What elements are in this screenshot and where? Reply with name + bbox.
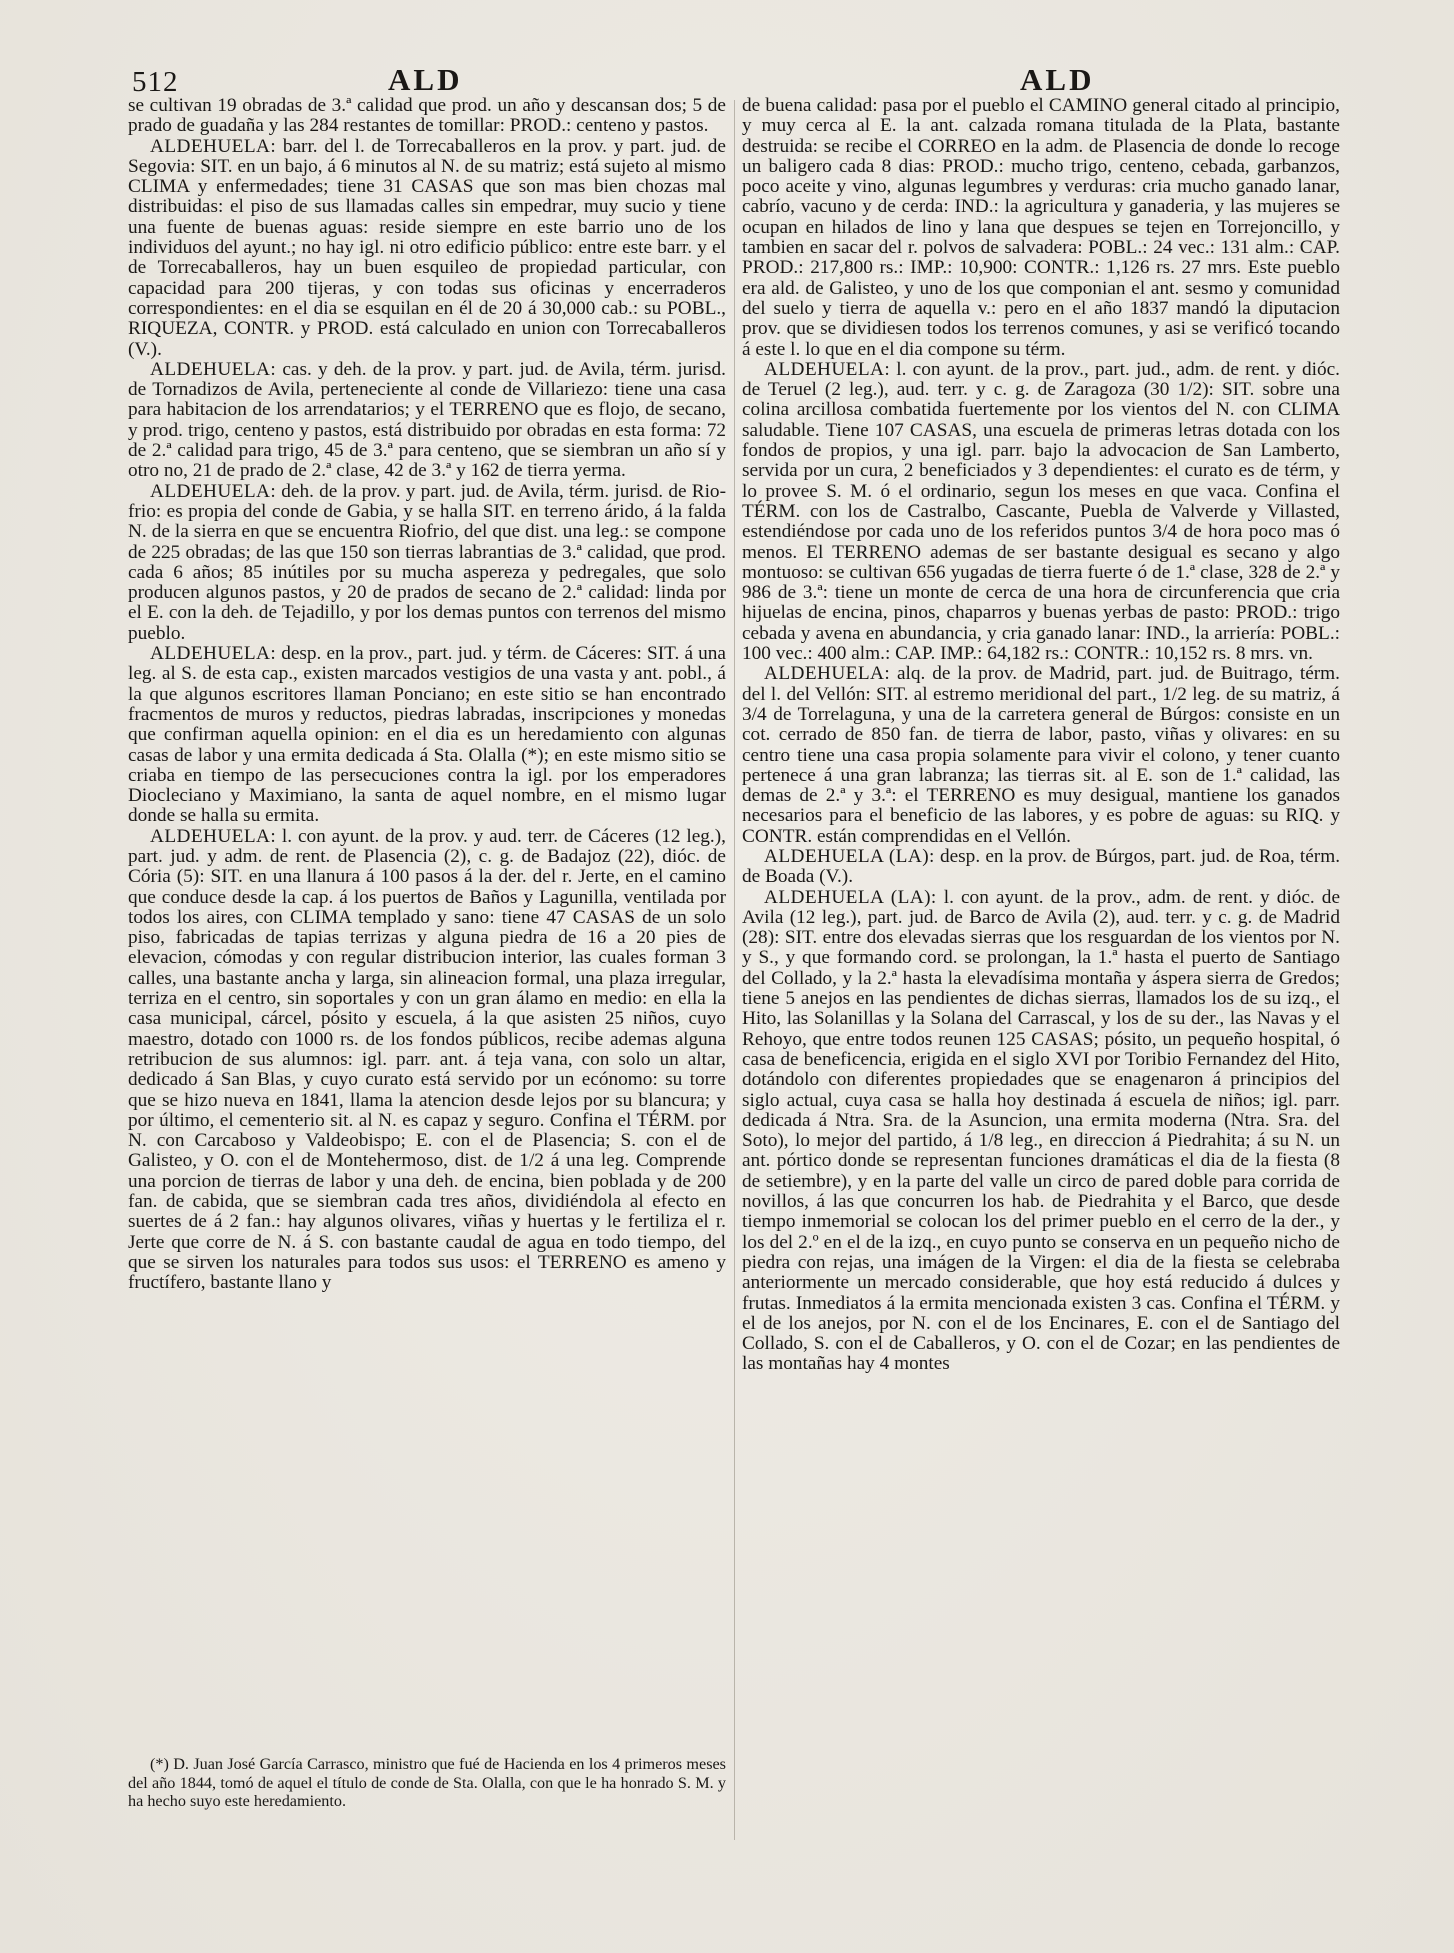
left-entry-3 [128, 482, 726, 644]
footnote [128, 1755, 726, 1811]
entry-headword: ALDEHUELA: [150, 135, 277, 157]
entry-headword: ALDEHUELA (LA): [764, 845, 935, 867]
entry-text: cas. y deh. de la prov. y part. jud. de Avila, térm. jurisd. de Tornadizos de Avila, perteneciente al conde de Villariezo: tiene una casa para habitacion de los arrendatarios; y el TERRENO que es flojo, de secano, y prod. trigo, centeno y pastos, está distribuido por obradas en esta forma: 72 de 2.ª calidad para trigo, 45 de 3.ª para centeno, que se siembran un año sí y otro no, 21 de prado de 2.ª clase, 42 de 3.ª y 162 de tierra yerma. [128, 358, 726, 482]
entry-headword: ALDEHUELA: [764, 663, 891, 685]
entry-text: desp. en la prov. de Búrgos, part. jud. de Roa, térm. de Boada (V.). [742, 845, 1341, 888]
entry-text: l. con ayunt. de la prov., part. jud., adm. de rent. y dióc. de Teruel (2 leg.), aud. terr. y c. g. de Zaragoza (30 1/2): SIT. sobre una colina arcillosa combatida fuertemente por los vientos del N. con CLIMA saludable. Tiene 107 CASAS, una escuela de primeras letras dotada con los fondos de propios, y una igl. parr. bajo la advocacion de San Lamberto, servida por un cura, 2 beneficiados y 3 dependientes: el curato es de térm, y lo provee S. M. ó el ordinario, segun los meses en que vaca. Confina el TÉRM. con los de Castralbo, Cascante, Puebla de Valverde y Villasted, estendiéndose por cada uno de los referidos puntos 3/4 de hora poco mas ó menos. El TERRENO ademas de ser bastante desigual es secano y algo montuoso: se cultivan 656 yugadas de tierra fuerte ó de 1.ª clase, 328 de 2.ª y 986 de 3.ª: tiene un monte de cerca de una hora de circunferencia que cria hijuelas de encina, pinos, chaparros y buenas yerbas de pasto: PROD.: trigo cebada y avena en abundancia, y cria ganado lanar: IND., la arriería: POBL.: 100 vec.: 400 alm.: CAP. IMP.: 64,182 rs.: CONTR.: 10,152 rs. 8 mrs. vn. [742, 358, 1340, 665]
entry-text: de buena calidad: pasa por el pueblo el CAMINO general citado al principio, y muy cerca al E. la ant. calzada romana titulada de la Plata, bastante destruida: se recibe el CORREO en la adm. de Plasencia de donde lo recoge un baligero cada 8 dias: PROD.: mucho trigo, centeno, cebada, garbanzos, poco aceite y vino, algunas legumbres y verduras: cria mucho ganado lanar, cabrío, vacuno y de cerda: IND.: la agricultura y ganaderia, y las mujeres se ocupan en hilados de lino y lana que despues se tejen en Torrejoncillo, y tambien en sacar del r. polvos de salvadera: POBL.: 24 vec.: 131 alm.: CAP. PROD.: 217,800 rs.: IMP.: 10,900: CONTR.: 1,126 rs. 27 mrs. Este pueblo era ald. de Galisteo, y uno de los que componian el ant. sesmo y comunidad del suelo y tierra de aquella v.: pero en el año 1837 mandó la diputacion prov. que se dividiesen todos los terrenos comunes, y asi se verificó tocando á este l. lo que en el dia compone su térm. [742, 95, 1340, 360]
right-entry-1 [742, 360, 1340, 664]
entry-headword: ALDEHUELA (LA): [764, 886, 937, 908]
page-number: 512 [132, 66, 179, 98]
entry-headword: ALDEHUELA: [150, 825, 277, 847]
right-entry-4 [742, 888, 1340, 1375]
entry-text: desp. en la prov., part. jud. y térm. de Cáceres: SIT. á una leg. al S. de esta cap., existen marcados vestigios de una vasta y ant. pobl., á la que algunos escritores llaman Ponciano; en este sitio se han encontrado fracmentos de muros y reductos, piedras labradas, inscripciones y monedas que confirman aquella opinion: en el dia es un heredamiento con algunas casas de labor y una ermita dedicada á Sta. Olalla (*); en este mismo sitio se criaba en tiempo de las persecuciones contra la igl. por los emperadores Diocleciano y Maximiano, la santa de aquel nombre, en el mismo lugar donde se halla su ermita. [128, 643, 726, 827]
entry-text: deh. de la prov. y part. jud. de Avila, térm. jurisd. de Rio-frio: es propia del conde de Gabia, y se halla SIT. en terreno árido, á la falda N. de la sierra en que se encuentra Riofrio, del que dist. una leg.: se compone de 225 obradas; de las que 150 son tierras labrantias de 3.ª calidad, que prod. cada 6 años; 85 inútiles por su mucha aspereza y pedregales, que solo producen algunos pastos, y 20 de prados de secano de 2.ª calidad: linda por el E. con la deh. de Tejadillo, y por los demas puntos con terrenos del mismo pueblo. [128, 480, 726, 644]
left-entry-1 [128, 137, 726, 360]
entry-headword: ALDEHUELA: [764, 358, 891, 380]
left-entry-5 [128, 827, 726, 1294]
entry-text: l. con ayunt. de la prov. y aud. terr. de Cáceres (12 leg.), part. jud. y adm. de rent. de Plasencia (2), c. g. de Badajoz (22), dióc. de Cória (5): SIT. en una llanura á 100 pasos á la der. del r. Jerte, en el camino que conduce desde la cap. á los puertos de Baños y Lagunilla, ventilada por todos los aires, con CLIMA templado y sano: tiene 47 CASAS de un solo piso, fabricadas de tapias terrizas y alguna piedra de 16 a 20 pies de elevacion, cómodas y con regular distribucion interior, las cuales forman 3 calles, una bastante ancha y larga, sin alineacion formal, una plaza irregular, terriza en el centro, sin soportales y con un gran álamo en medio: en ella la casa municipal, cárcel, pósito y escuela, á la que asisten 25 niños, cuyo maestro, dotado con 1000 rs. de los fondos públicos, recibe ademas alguna retribucion de sus alumnos: igl. parr. ant. á teja vana, con solo un altar, dedicado á San Blas, y cuyo curato está servido por un ecónomo: su torre que se hizo nueva en 1841, llama la atencion desde lejos por su blancura; y por último, el cementerio sit. al N. es capaz y seguro. Confina el TÉRM. por N. con Carcaboso y Valdeobispo; E. con el de Plasencia; S. con el de Galisteo, y O. con el de Montehermoso, dist. de 1/2 á una leg. Comprende una porcion de tierras de labor y una deh. de encina, bien poblada y de 200 fan. de cabida, que se siembran cada tres años, dividiéndola al efecto en suertes de á 2 fan.: hay algunos olivares, viñas y huertas y le fertiliza el r. Jerte que corre de N. á S. con bastante caudal de agua en todo tiempo, del que se sirven los naturales para todos sus usos: el TERRENO es ameno y fructífero, bastante llano y [128, 825, 726, 1294]
entry-text: alq. de la prov. de Madrid, part. jud. de Buitrago, térm. del l. del Vellón: SIT. al estremo meridional del part., 1/2 leg. de su matriz, á 3/4 de Torrelaguna, y una de la carretera general de Búrgos: consiste en un cot. cerrado de 850 fan. de tierra de labor, pasto, viñas y olivares: en su centro tiene una casa propia solamente para vivir el colono, y tener cuanto pertenece á una gran labranza; las tierras sit. al E. son de 1.ª calidad, las demas de 2.ª y 3.ª: el TERRENO es muy desigual, mantiene los ganados necesarios para el beneficio de las labores, y es pobre de aguas: su RIQ. y CONTR. están comprendidas en el Vellón. [742, 663, 1340, 847]
entry-text: l. con ayunt. de la prov., adm. de rent. y dióc. de Avila (12 leg.), part. jud. de Barco de Avila (2), aud. terr. y c. g. de Madrid (28): SIT. entre dos elevadas sierras que los resguardan de los vientos por N. y S., y que formando cord. se prolongan, la 1.ª hasta el puerto de Santiago del Collado, y la 2.ª hasta la elevadísima montaña y áspera sierra de Gredos; tiene 5 anejos en las pendientes de dichas sierras, llamados los de su izq., el Hito, las Solanillas y la Solana del Carrascal, y los de su der., las Navas y el Rehoyo, que entre todos reunen 125 CASAS; pósito, un pequeño hospital, ó casa de beneficencia, erigida en el siglo XVI por Toribio Fernandez del Hito, dotándolo con diferentes propiedades que se enagenaron á principios del siglo actual, cuya casa se halla hoy destinada á escuela de niños; igl. parr. dedicada á Ntra. Sra. de la Asuncion, una ermita moderna (Ntra. Sra. del Soto), lo mejor del partido, á 1/8 leg., en direccion á Piedrahita; á su N. un ant. pórtico donde se representan funciones dramáticas el dia de la fiesta (8 de setiembre), y en la parte del valle un circo de pared doble para corrida de novillos, á las que concurren los hab. de Piedrahita y el Barco, que desde tiempo inmemorial se colocan los del primer pueblo en el cerro de la der., y los del 2.º en el de la izq., en cuyo punto se conserva en un pequeño nicho de piedra con rejas, una imágen de la Virgen: el dia de la fiesta se celebraba anteriormente un mercado considerable, que hoy está reducido á dulces y frutas. Inmediatos á la ermita mencionada existen 3 cas. Confina el TÉRM. y el de los anejos, por N. con el de los Encinares, E. con el de Santiago del Collado, S. con el de Caballeros, y O. con el de Cozar; en las pendientes de las montañas hay 4 montes [742, 886, 1341, 1375]
right-column [742, 96, 1340, 1375]
running-title-right: ALD [1020, 62, 1095, 97]
column-divider [734, 100, 735, 1840]
left-column [128, 96, 726, 1294]
running-title-left: ALD [388, 62, 463, 97]
left-entry-2 [128, 360, 726, 482]
entry-headword: ALDEHUELA: [150, 643, 277, 665]
footnote-text: (*) D. Juan José García Carrasco, ministro que fué de Hacienda en los 4 primeros meses del año 1844, tomó de aquel el título de conde de Sta. Olalla, con que le ha honrado S. M. y ha hecho suyo este heredamiento. [128, 1755, 726, 1811]
entry-headword: ALDEHUELA: [150, 480, 277, 502]
entry-text: se cultivan 19 obradas de 3.ª calidad que prod. un año y descansan dos; 5 de prado de guadaña y las 284 restantes de tomillar: PROD.: centeno y pastos. [128, 95, 726, 137]
entry-text: barr. del l. de Torrecaballeros en la prov. y part. jud. de Segovia: SIT. en un bajo, á 6 minutos al N. de su matriz; está sujeto al mismo CLIMA y enfermedades; tiene 31 CASAS que son mas bien chozas mal distribuidas: el piso de sus llamadas calles sin empedrar, muy sucio y tiene una fuente de buenas aguas: reside siempre en este barrio uno de los individuos del ayunt.; no hay igl. ni otro edificio público: entre este barr. y el de Torrecaballeros, hay un buen esquileo de propiedad particular, con capacidad para 200 tijeras, y con todas sus oficinas y encerraderos correspondientes: en el dia se esquilan en él de 20 á 30,000 cab.: su POBL., RIQUEZA, CONTR. y PROD. está calculado en union con Torrecaballeros (V.). [128, 135, 726, 360]
left-para-0 [128, 96, 726, 137]
left-entry-4 [128, 644, 726, 827]
right-para-0 [742, 96, 1340, 360]
right-entry-3 [742, 847, 1340, 888]
right-entry-2 [742, 664, 1340, 847]
entry-headword: ALDEHUELA: [150, 358, 277, 380]
